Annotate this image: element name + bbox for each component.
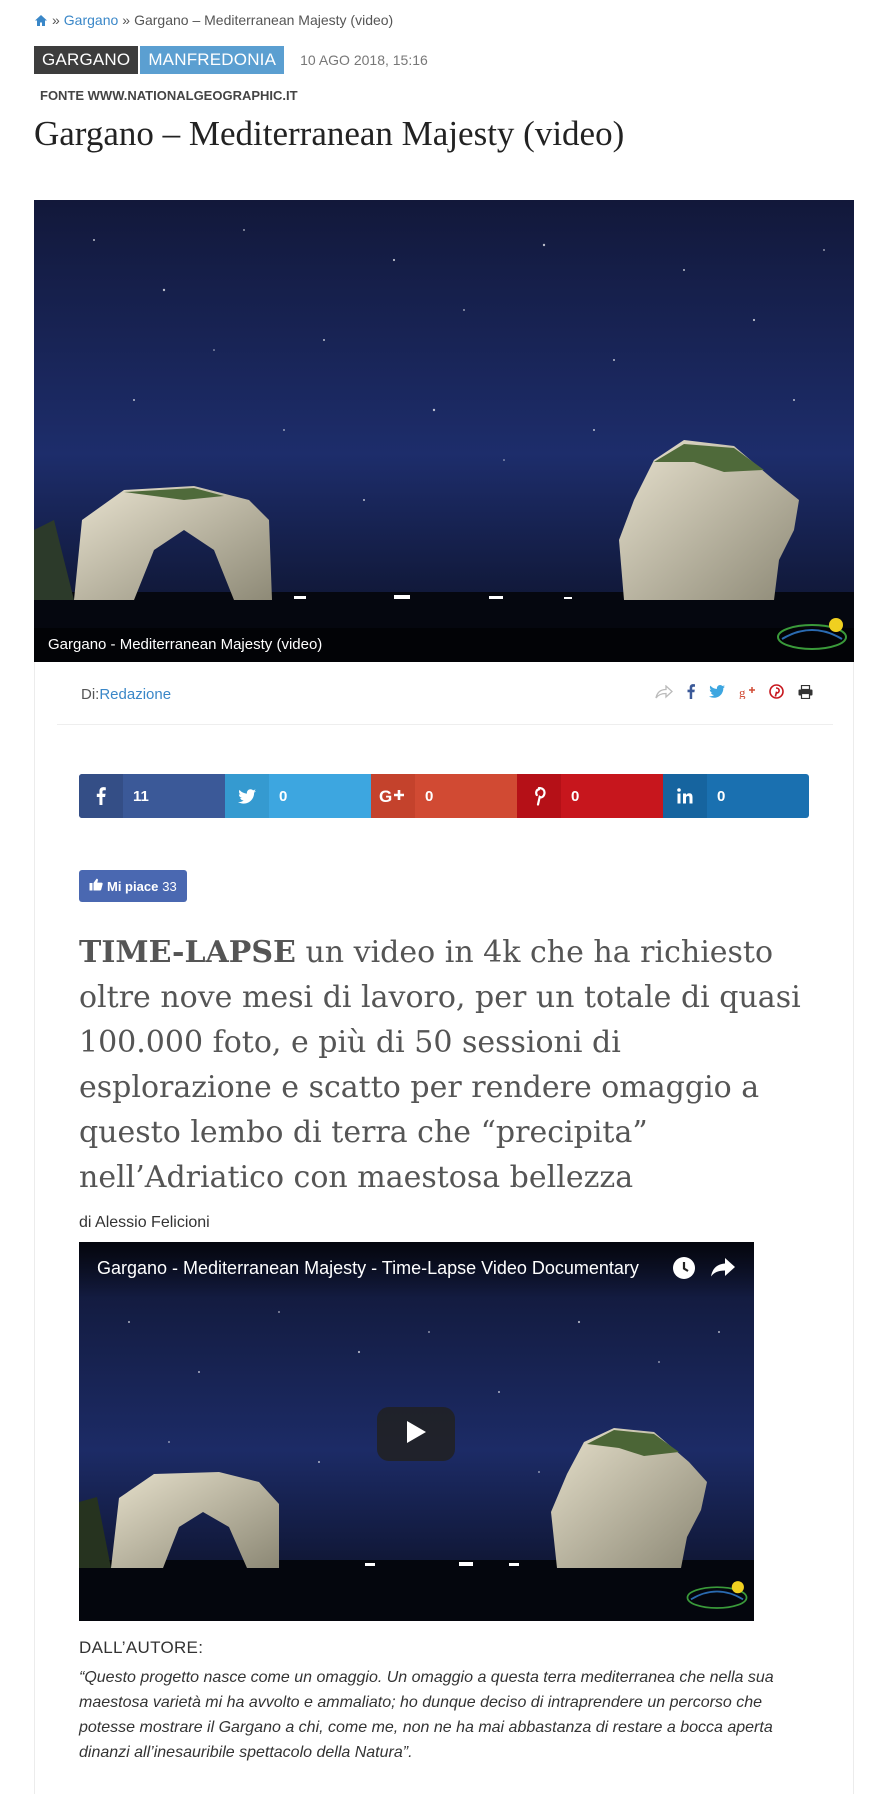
share-count-linkedin: 0 [717, 787, 726, 805]
breadcrumb-current: Gargano – Mediterranean Majesty (video) [134, 12, 394, 28]
author-link[interactable]: Redazione [99, 686, 172, 703]
svg-text:g: g [739, 684, 746, 699]
svg-text:G: G [379, 787, 393, 805]
breadcrumb-category-link[interactable]: Gargano [63, 12, 119, 28]
share-count-twitter: 0 [279, 787, 288, 805]
clock-icon[interactable] [672, 1256, 696, 1285]
pinterest-icon [517, 774, 561, 818]
like-count: 33 [162, 878, 177, 894]
twitter-icon[interactable] [709, 685, 725, 698]
like-label: Mi piace [107, 878, 159, 894]
lead-text: un video in 4k che ha richiesto oltre nove mesi di lavoro, per un totale di quasi 100.000 foto, e più di 50 sessioni di esplorazione e scatto per rendere omaggio a questo lembo di terra che “precipita” nell’Adriatico con maestosa bellezza [79, 935, 801, 1195]
video-top-bar [79, 1242, 754, 1298]
gargano-logo [684, 1578, 750, 1617]
video-player[interactable] [79, 1242, 754, 1621]
author-quote: “Questo progetto nasce come un omaggio. Un omaggio a questa terra mediterranea che nella sua maestosa varietà mi ha avvolto e ammaliato; ho dunque deciso di intraprendere un percorso che potesse mostrare il Gargano a chi, come me, non ne ha mai abbastanza di restare a bocca aperta dinanzi all’inesauribile spettacolo della Natura”. [79, 1669, 774, 1761]
share-count-pinterest: 0 [571, 787, 580, 805]
source-label: FONTE WWW.NATIONALGEOGRAPHIC.IT [40, 88, 298, 103]
author [81, 686, 171, 703]
share-linkedin-button[interactable] [663, 774, 809, 818]
share-pinterest-button[interactable] [517, 774, 663, 818]
share-bar [79, 774, 809, 818]
google-plus-icon[interactable] [739, 685, 755, 699]
pinterest-icon[interactable] [769, 684, 784, 699]
byline: di Alessio Felicioni [79, 1214, 210, 1231]
share-google-plus-button[interactable] [371, 774, 517, 818]
author-prefix: Di: [81, 686, 100, 703]
linkedin-icon [663, 774, 707, 818]
facebook-like-button[interactable] [79, 870, 187, 902]
share-arrow-icon[interactable] [655, 685, 673, 699]
author-row [57, 662, 833, 725]
breadcrumb [34, 12, 393, 28]
share-count-google-plus: 0 [425, 787, 434, 805]
from-author-heading: DALL’AUTORE: [79, 1638, 204, 1657]
share-twitter-button[interactable] [225, 774, 371, 818]
hero-image [34, 200, 854, 662]
hero-photo [34, 200, 854, 662]
tag-gargano[interactable]: GARGANO [34, 46, 138, 74]
tag-manfredonia[interactable]: MANFREDONIA [140, 46, 284, 74]
thumbs-up-icon [89, 878, 103, 894]
lead-strong: TIME-LAPSE [79, 935, 296, 970]
play-icon [405, 1420, 427, 1449]
home-icon[interactable] [34, 14, 48, 27]
hero-caption: Gargano - Mediterranean Majesty (video) [34, 628, 854, 662]
category-tags [34, 46, 428, 74]
mini-share-icons [655, 684, 813, 699]
google-plus-icon [371, 774, 415, 818]
facebook-icon [79, 774, 123, 818]
article-card [34, 662, 854, 1794]
twitter-icon [225, 774, 269, 818]
breadcrumb-separator: » [52, 12, 60, 28]
facebook-icon[interactable] [687, 684, 695, 699]
gargano-logo [774, 615, 850, 658]
share-arrow-icon[interactable] [710, 1256, 736, 1283]
share-facebook-button[interactable] [79, 774, 225, 818]
lead-paragraph [79, 930, 814, 1200]
video-title[interactable]: Gargano - Mediterranean Majesty - Time-Lapse Video Documentary [97, 1258, 639, 1278]
page-title: Gargano – Mediterranean Majesty (video) [34, 114, 625, 153]
publish-date: 10 AGO 2018, 15:16 [300, 52, 428, 68]
breadcrumb-separator: » [122, 12, 131, 28]
play-button[interactable] [377, 1407, 455, 1461]
share-count-facebook: 11 [133, 787, 149, 805]
print-icon[interactable] [798, 685, 813, 699]
